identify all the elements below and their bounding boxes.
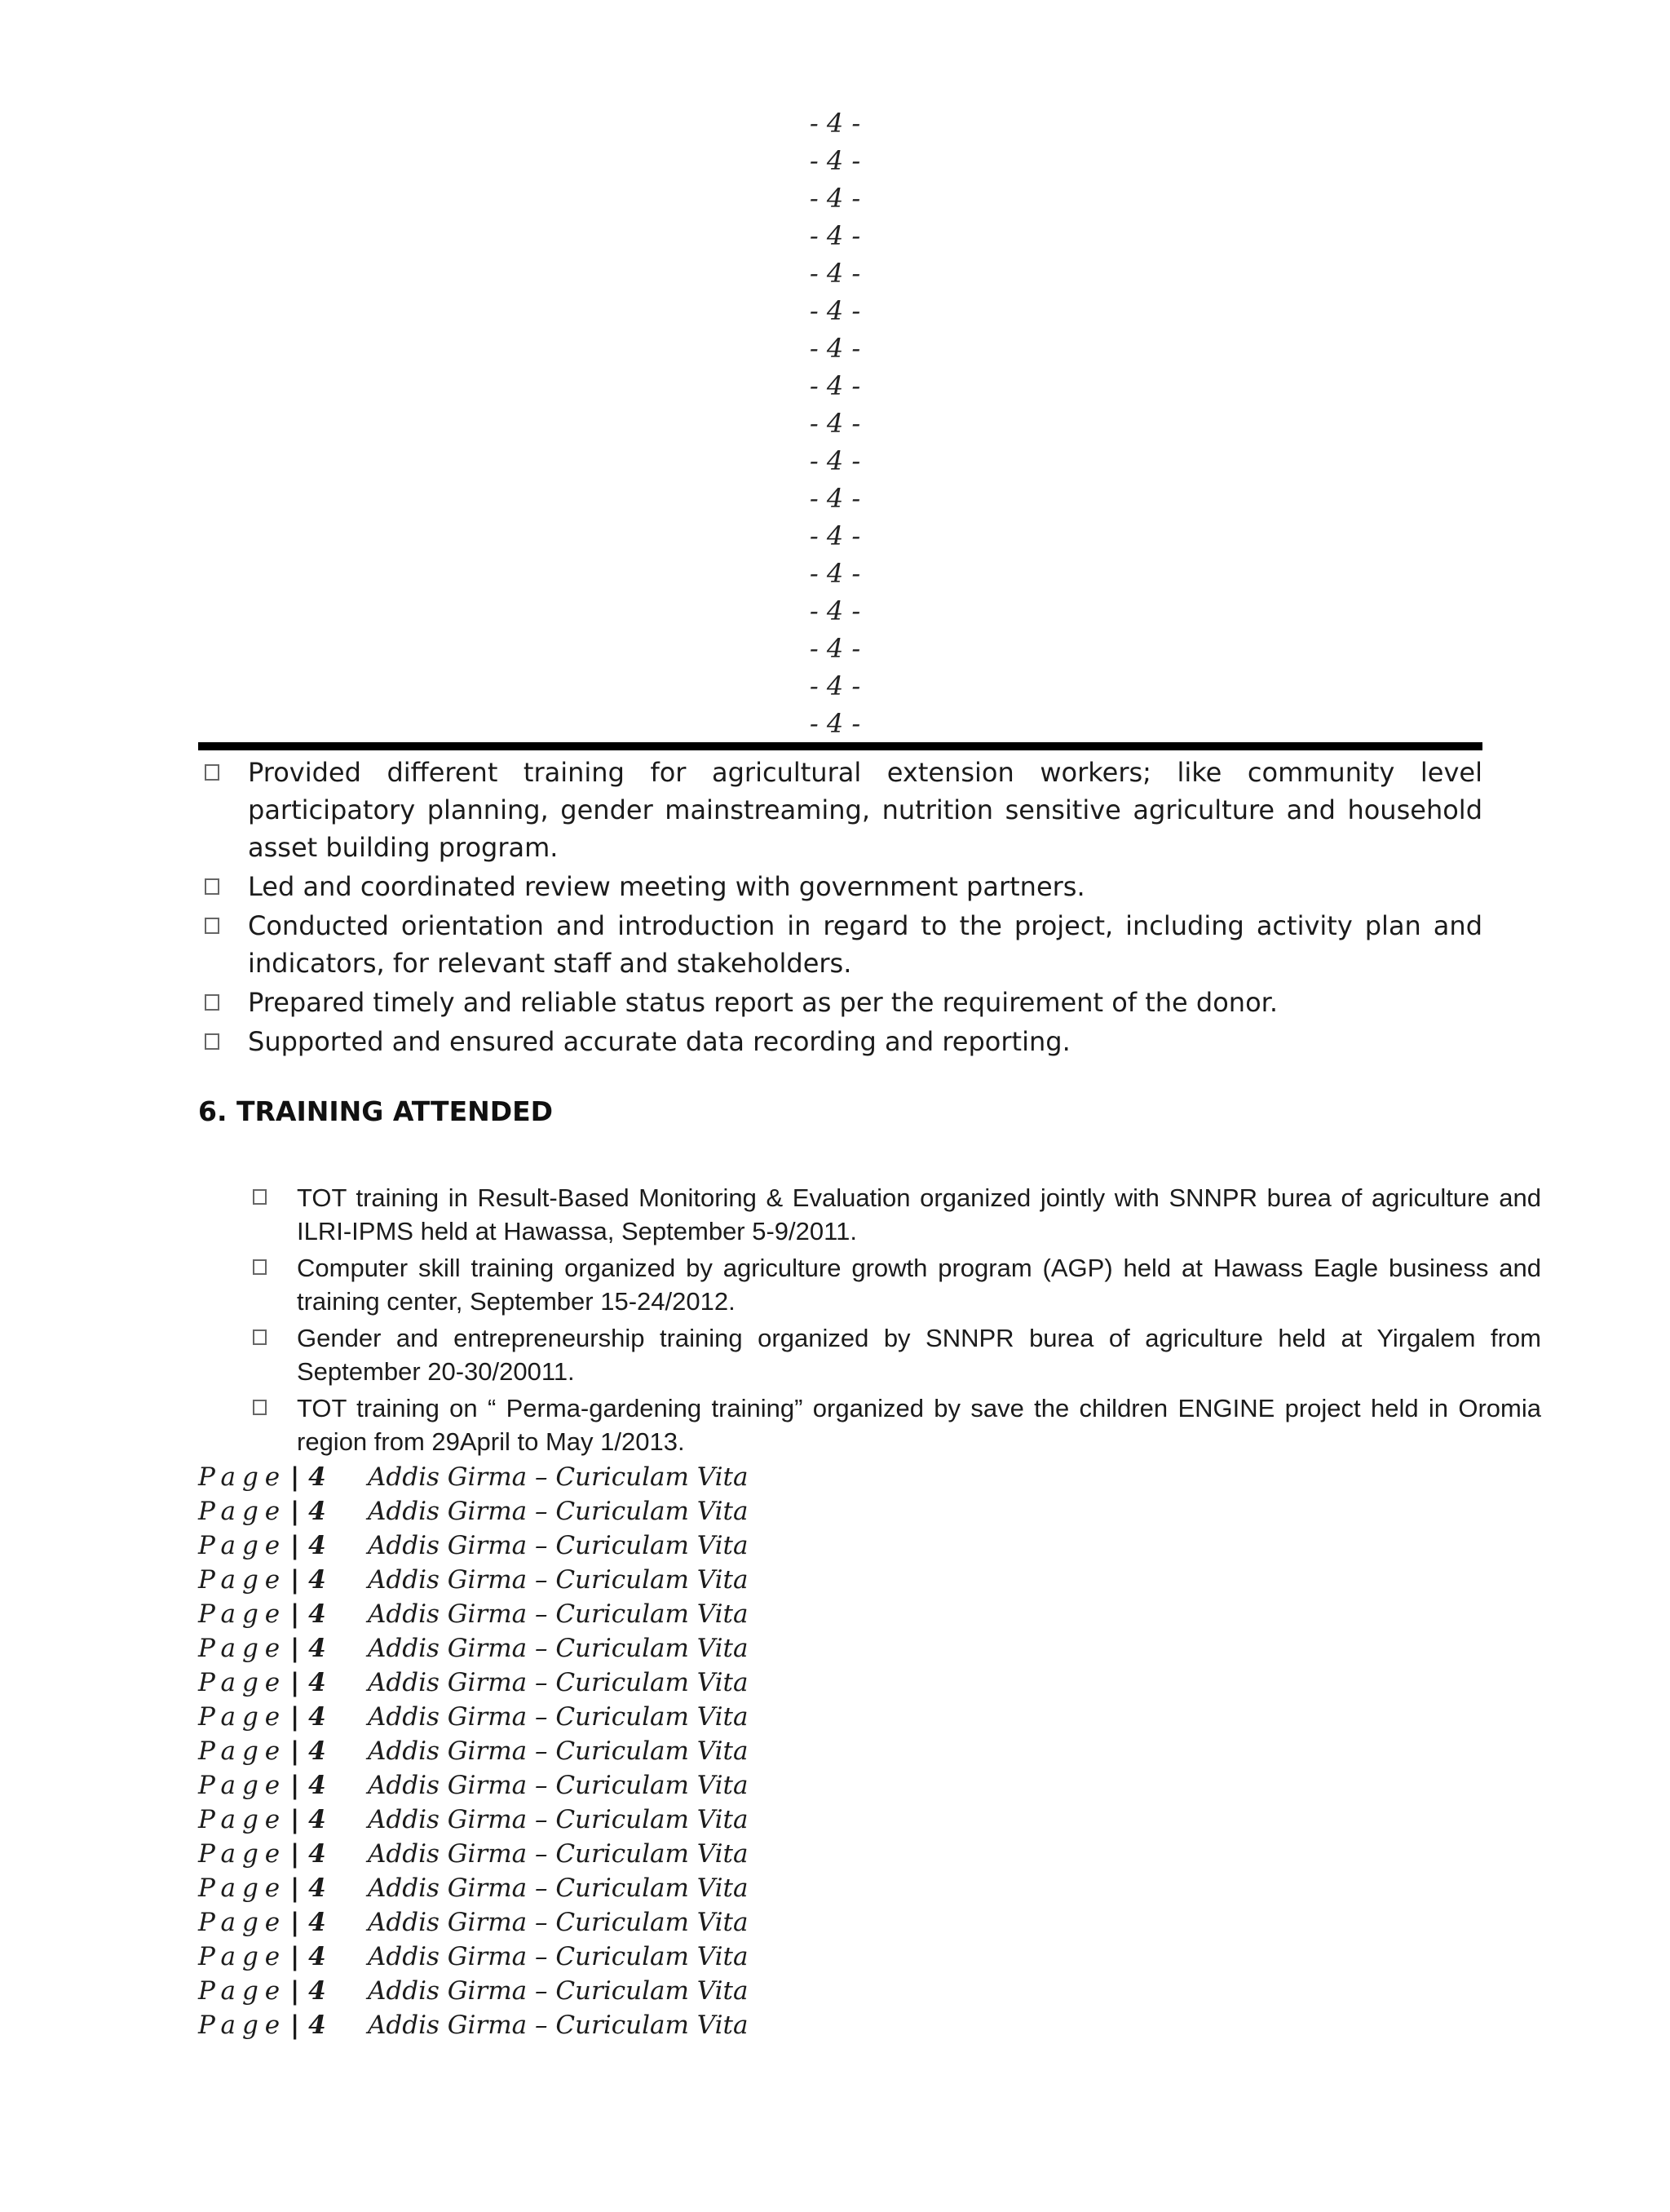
footer-page-label: Page: [198, 1462, 287, 1492]
header-page-mark: - 4 -: [809, 145, 861, 176]
footer-doc-title: Addis Girma – Curiculam Vita: [368, 1976, 749, 2006]
footer-page-label: Page: [198, 1565, 287, 1595]
footer-page-label: Page: [198, 1771, 287, 1800]
footer-line: [198, 1563, 1177, 1597]
list-item-text: Provided different training for agricultural extension workers; like community level participatory planning, gender mainstreaming, nutrition sensitive agriculture and household asset building program.: [248, 757, 1482, 863]
list-item: [250, 1251, 1541, 1318]
footer-page-label: Page: [198, 1942, 287, 1971]
header-page-mark: - 4 -: [809, 295, 861, 326]
footer-page-label: Page: [198, 1805, 287, 1834]
footer-page-label: Page: [198, 1736, 287, 1766]
checkbox-bullet-icon: [205, 994, 219, 1011]
header-page-mark: - 4 -: [809, 558, 861, 589]
section-heading-training: 6. TRAINING ATTENDED: [198, 1095, 554, 1127]
footer-page-label: Page: [198, 1839, 287, 1869]
checkbox-bullet-icon: [205, 1033, 219, 1050]
footer-page-label: Page: [198, 1976, 287, 2006]
footer-page-label: Page: [198, 1497, 287, 1526]
checkbox-bullet-icon: [205, 918, 219, 934]
footer-doc-title: Addis Girma – Curiculam Vita: [368, 1702, 749, 1732]
footer-doc-title: Addis Girma – Curiculam Vita: [368, 1668, 749, 1697]
footer-line: [198, 1905, 1177, 1940]
footer-doc-title: Addis Girma – Curiculam Vita: [368, 1771, 749, 1800]
list-item-text: Led and coordinated review meeting with government partners.: [248, 871, 1085, 902]
header-page-mark: - 4 -: [809, 183, 861, 214]
header-page-mark: - 4 -: [809, 258, 861, 289]
footer-page-number: | 4: [290, 1531, 326, 1560]
footer-page-number: | 4: [290, 1634, 326, 1663]
footer-line: [198, 2008, 1177, 2042]
footer-page-number: | 4: [290, 1874, 326, 1903]
list-item-text: TOT training in Result-Based Monitoring & Evaluation organized jointly with SNNPR burea of agriculture and ILRI-IPMS held at Hawassa, September 5-9/2011.: [297, 1183, 1541, 1245]
responsibilities-list: [198, 754, 1482, 1062]
footer-page-label: Page: [198, 1599, 287, 1629]
header-page-mark: - 4 -: [809, 220, 861, 251]
footer-doc-title: Addis Girma – Curiculam Vita: [368, 1462, 749, 1492]
footer-line: [198, 1631, 1177, 1666]
footer-page-number: | 4: [290, 1942, 326, 1971]
footer-page-number: | 4: [290, 1736, 326, 1766]
footer-page-label: Page: [198, 1531, 287, 1560]
footer-line: [198, 1803, 1177, 1837]
footer-line: [198, 1768, 1177, 1803]
footer-doc-title: Addis Girma – Curiculam Vita: [368, 2011, 749, 2040]
footer-page-label: Page: [198, 1874, 287, 1903]
footer-page-number: | 4: [290, 2011, 326, 2040]
footer-line: [198, 1974, 1177, 2008]
footer-page-number: | 4: [290, 1599, 326, 1629]
footer-page-number: | 4: [290, 1462, 326, 1492]
header-page-mark: - 4 -: [809, 108, 861, 139]
list-item-text: TOT training on “ Perma-gardening training” organized by save the children ENGINE project held in Oromia region from 29April to May 1/2013.: [297, 1394, 1541, 1456]
list-item-text: Prepared timely and reliable status report as per the requirement of the donor.: [248, 987, 1279, 1018]
header-page-mark: - 4 -: [809, 520, 861, 551]
header-page-mark: - 4 -: [809, 670, 861, 701]
list-item-text: Supported and ensured accurate data recording and reporting.: [248, 1026, 1071, 1057]
footer-page-number: | 4: [290, 1976, 326, 2006]
footer-doc-title: Addis Girma – Curiculam Vita: [368, 1942, 749, 1971]
footer-doc-title: Addis Girma – Curiculam Vita: [368, 1736, 749, 1766]
list-item: [198, 907, 1482, 982]
footer-doc-title: Addis Girma – Curiculam Vita: [368, 1908, 749, 1937]
footer-line: [198, 1700, 1177, 1734]
footer-doc-title: Addis Girma – Curiculam Vita: [368, 1599, 749, 1629]
header-page-mark: - 4 -: [809, 370, 861, 401]
footer-doc-title: Addis Girma – Curiculam Vita: [368, 1805, 749, 1834]
list-item: [198, 754, 1482, 866]
list-item-text: Conducted orientation and introduction in regard to the project, including activity plan and indicators, for relevant staff and stakeholders.: [248, 910, 1482, 979]
footer-line: [198, 1528, 1177, 1563]
footer-line: [198, 1666, 1177, 1700]
footer-line: [198, 1940, 1177, 1974]
header-divider: [198, 742, 1482, 750]
checkbox-bullet-icon: [205, 764, 219, 781]
footer-doc-title: Addis Girma – Curiculam Vita: [368, 1565, 749, 1595]
header-page-mark: - 4 -: [809, 445, 861, 476]
footer-page-number: | 4: [290, 1771, 326, 1800]
footer-page-number: | 4: [290, 1668, 326, 1697]
footer-page-number: | 4: [290, 1497, 326, 1526]
footer-page-number: | 4: [290, 1702, 326, 1732]
footer-lines: [198, 1460, 1177, 2042]
header-page-mark: - 4 -: [809, 408, 861, 439]
list-item-text: Computer skill training organized by agriculture growth program (AGP) held at Hawass Eagle business and training center, September 15-24/2012.: [297, 1254, 1541, 1316]
footer-page-number: | 4: [290, 1908, 326, 1937]
list-item: [250, 1321, 1541, 1388]
list-item-text: Gender and entrepreneurship training organized by SNNPR burea of agriculture held at Yirgalem from September 20-30/20011.: [297, 1324, 1541, 1386]
footer-page-label: Page: [198, 1702, 287, 1732]
footer-line: [198, 1597, 1177, 1631]
header-page-marks: [0, 104, 1670, 742]
footer-page-label: Page: [198, 2011, 287, 2040]
list-item: [198, 868, 1482, 905]
list-item: [198, 984, 1482, 1021]
footer-page-number: | 4: [290, 1805, 326, 1834]
checkbox-bullet-icon: [253, 1400, 267, 1415]
footer-doc-title: Addis Girma – Curiculam Vita: [368, 1497, 749, 1526]
header-page-mark: - 4 -: [809, 595, 861, 626]
footer-page-label: Page: [198, 1634, 287, 1663]
checkbox-bullet-icon: [253, 1189, 267, 1205]
footer-page-label: Page: [198, 1668, 287, 1697]
header-page-mark: - 4 -: [809, 483, 861, 514]
list-item: [250, 1181, 1541, 1248]
header-page-mark: - 4 -: [809, 633, 861, 664]
footer-line: [198, 1460, 1177, 1494]
footer-line: [198, 1494, 1177, 1528]
checkbox-bullet-icon: [253, 1259, 267, 1275]
header-page-mark: - 4 -: [809, 333, 861, 364]
checkbox-bullet-icon: [205, 878, 219, 895]
footer-page-label: Page: [198, 1908, 287, 1937]
footer-page-number: | 4: [290, 1839, 326, 1869]
footer-line: [198, 1734, 1177, 1768]
list-item: [250, 1391, 1541, 1458]
footer-doc-title: Addis Girma – Curiculam Vita: [368, 1874, 749, 1903]
training-list: [250, 1181, 1541, 1462]
footer-doc-title: Addis Girma – Curiculam Vita: [368, 1634, 749, 1663]
checkbox-bullet-icon: [253, 1329, 267, 1345]
footer-page-number: | 4: [290, 1565, 326, 1595]
list-item: [198, 1023, 1482, 1060]
footer-line: [198, 1871, 1177, 1905]
footer-line: [198, 1837, 1177, 1871]
header-page-mark: - 4 -: [809, 708, 861, 739]
footer-doc-title: Addis Girma – Curiculam Vita: [368, 1531, 749, 1560]
footer-doc-title: Addis Girma – Curiculam Vita: [368, 1839, 749, 1869]
